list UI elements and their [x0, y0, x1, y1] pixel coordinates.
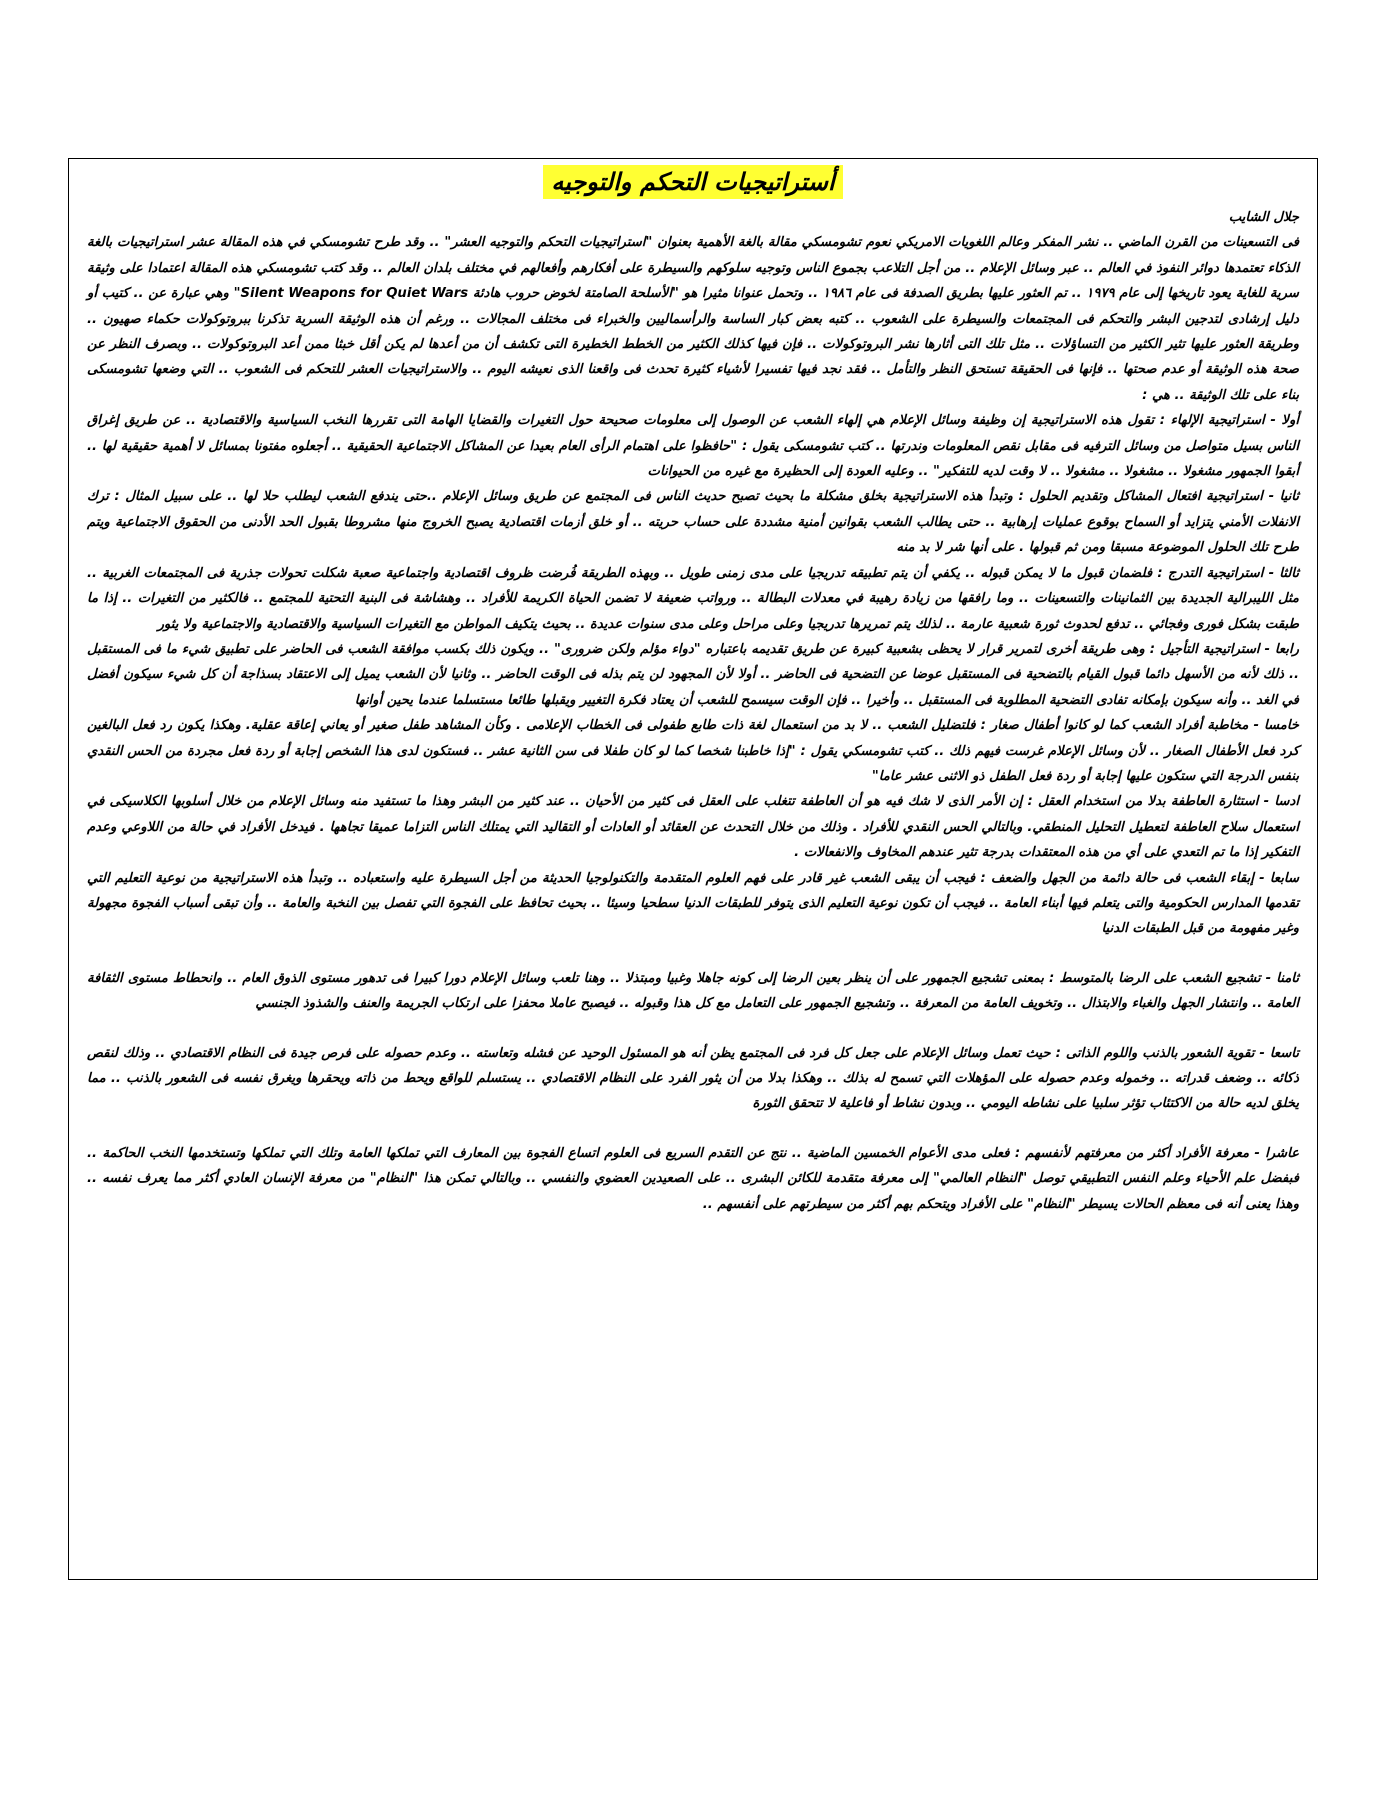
paragraph-strategy-7: سابعا - إبقاء الشعب فى حالة دائمة من الجهل والضعف : فيجب أن يبقى الشعب غير قادر على فهم العلوم المتقدمة والتكنولوجيا الحديثة من أجل السيطرة عليه واستعباده .. وتبدأ هذه الاستراتيجية من نوعية التعليم التي تقدمها المدارس الحكومية والتى يتعلم فيها أبناء العامة .. فيجب أن تكون نوعية التعليم الذى يتوفر للطبقات الدنيا سطحيا وسيئا .. بحيث تحافظ على الفجوة التي تفصل بين النخبة والعامة .. وأن تبقى أسباب الفجوة مجهولة وغير مفهومة من قبل الطبقات الدنيا: [87, 870, 1299, 937]
article-title: أستراتيجيات التحكم والتوجيه: [543, 165, 842, 199]
paragraph-strategy-10: عاشرا - معرفة الأفراد أكثر من معرفتهم لأنفسهم : فعلى مدى الأعوام الخمسين الماضية .. نتج عن التقدم السريع فى العلوم اتساع الفجوة بين المعارف التي تملكها العامة وتلك التي تملكها وتستخدمها النخب الحاكمة .. فبفضل علم الأحياء وعلم النفس التطبيقي توصل "النظام العالمي" إلى معرفة متقدمة للكائن البشرى .. على الصعيدين العضوي والنفسي .. وبالتالي تمكن هذا "النظام" من معرفة الإنسان العادي أكثر مما يعرف نفسه .. وهذا يعنى أنه فى معظم الحالات يسيطر "النظام" على الأفراد ويتحكم بهم أكثر من سيطرتهم على أنفسهم ..: [87, 1145, 1299, 1212]
paragraph-strategy-6: ادسا - استثارة العاطفة بدلا من استخدام العقل : إن الأمر الذى لا شك فيه هو أن العاطفة تتغلب على العقل فى كثير من الأحيان .. عند كثير من البشر وهذا ما تستفيد منه وسائل الإعلام من خلال أسلوبها الكلاسيكى في استعمال سلاح العاطفة لتعطيل التحليل المنطقي. وبالتالي الحس النقدي للأفراد . وذلك من خلال التحدث عن العقائد أو العادات أو التقاليد التي يمتلك الناس التزاما عميقا تجاهها . فيدخل الأفراد في حالة من اللاوعي وعدم التفكير إذا ما تم التعدي على أي من هذه المعتقدات بدرجة تثير عندهم المخاوف والانفعالات .: [87, 794, 1299, 861]
paragraph-intro: فى التسعينات من القرن الماضي .. نشر المفكر وعالم اللغويات الامريكي نعوم تشومسكي مقالة بالغة الأهمية بعنوان "استراتيجيات التحكم والتوجيه العشر" .. وقد طرح تشومسكي في هذه المقالة عشر استراتيجيات بالغة الذكاء تعتمدها دوائر النفوذ في العالم .. عبر وسائل الإعلام .. من أجل التلاعب بجموع الناس وتوجيه سلوكهم والسيطرة على أفكارهم وأفعالهم في مختلف بلدان العالم .. وقد كتب تشومسكي هذه المقالة اعتمادا على وثيقة سرية للغاية يعود تاريخها إلى عام ١٩٧٩ .. تم العثور عليها بطريق الصدفة فى عام ١٩٨٦ .. وتحمل عنوانا مثيرا هو "الأسلحة الصامتة لخوض حروب هادئة Silent Weapons for Quiet Wars" وهي عبارة عن .. كتيب أو دليل إرشادى لتدجين البشر والتحكم فى المجتمعات والسيطرة على الشعوب .. كتبه بعض كبار الساسة والرأسماليين والخبراء فى مختلف المجالات .. ورغم أن هذه الوثيقة السرية تذكرنا ببروتوكولات حكماء صهيون .. وطريقة العثور عليها تثير الكثير من التساؤلات .. مثل تلك التى أثارها نشر البروتوكولات .. فإن فيها كذلك الكثير من الخطط الخطيرة التى تكشف أن من أعدها لم يكن أقل خبثا ممن أعد البروتوكولات .. وبصرف النظر عن صحة هذه الوثيقة أو عدم صحتها .. فإنها فى الحقيقة تستحق النظر والتأمل .. فقد نجد فيها تفسيرا لأشياء كثيرة تحدث فى واقعنا الذى نعيشه اليوم .. والاستراتيجيات العشر للتحكم فى الشعوب .. التي وضعها تشومسكى بناء على تلك الوثيقة .. هي :: [87, 235, 1299, 403]
paragraph-strategy-9: تاسعا - تقوية الشعور بالذنب واللوم الذاتى : حيث تعمل وسائل الإعلام على جعل كل فرد فى المجتمع يظن أنه هو المسئول الوحيد عن فشله وتعاسته .. وعدم حصوله على فرص جيدة فى النظام الاقتصادي .. وذلك لنقص ذكائه .. وضعف قدراته .. وخموله وعدم حصوله على المؤهلات التي تسمح له بذلك .. وهكذا بدلا من أن يثور الفرد على النظام الاقتصادي .. يستسلم للواقع ويحط من ذاته ويحقرها ويغرق نفسه فى الشعور بالذنب .. مما يخلق لديه حالة من الاكتئاب تؤثر سلبيا على نشاطه اليومي .. وبدون نشاط أو فاعلية لا تتحقق الثورة: [87, 1045, 1299, 1112]
title-container: [69, 165, 1317, 199]
paragraph-strategy-2: ثانيا - استراتيجية افتعال المشاكل وتقديم الحلول : وتبدأ هذه الاستراتيجية بخلق مشكلة ما بحيث تصبح حديث الناس فى المجتمع عن طريق وسائل الإعلام ..حتى يندفع الشعب ليطلب حلا لها .. على سبيل المثال : ترك الانفلات الأمني يتزايد أو السماح بوقوع عمليات إرهابية .. حتى يطالب الشعب بقوانين أمنية مشددة على حساب حريته .. أو خلق أزمات اقتصادية يصبح الخروج منها مشروطا بقبول الحد الأدنى من الحقوق الاجتماعية ويتم طرح تلك الحلول الموضوعة مسبقا ومن ثم قبولها . على أنها شر لا بد منه: [87, 489, 1299, 556]
paragraph-strategy-1: أولا - استراتيجية الإلهاء : تقول هذه الاستراتيجية إن وظيفة وسائل الإعلام هي إلهاء الشعب عن الوصول إلى معلومات صحيحة حول التغيرات والقضايا الهامة التى تقررها النخب السياسية والاقتصادية .. عن طريق إغراق الناس بسيل متواصل من وسائل الترفيه فى مقابل نقص المعلومات وندرتها .. كتب تشومسكى يقول : "حافظوا على اهتمام الرأى العام بعيدا عن المشاكل الاجتماعية الحقيقية .. أجعلوه مفتونا بمسائل لا أهمية حقيقية لها .. أبقوا الجمهور مشغولا .. مشغولا .. مشغولا .. لا وقت لديه للتفكير" .. وعليه العودة إلى الحظيرة مع غيره من الحيوانات: [87, 413, 1299, 480]
paragraph-strategy-3: ثالثا - استراتيجية التدرج : فلضمان قبول ما لا يمكن قبوله .. يكفي أن يتم تطبيقه تدريجيا على مدى زمنى طويل .. وبهذه الطريقة فُرضت ظروف اقتصادية واجتماعية صعبة شكلت تحولات جذرية فى المجتمعات الغربية .. مثل الليبرالية الجديدة بين الثمانينات والتسعينات .. وما رافقها من زيادة رهيبة في معدلات البطالة .. ورواتب ضعيفة لا تضمن الحياة الكريمة للأفراد .. وهشاشة فى البنية التحتية للمجتمع .. فالكثير من التغيرات .. إذا ما طبقت بشكل فورى وفجائي .. تدفع لحدوث ثورة شعبية عارمة .. لذلك يتم تمريرها تدريجيا وعلى مراحل وعلى مدى سنوات عديدة .. بحيث يتكيف المواطن مع التغيرات السياسية والاقتصادية والاجتماعية ولا يثور: [87, 565, 1299, 632]
paragraph-strategy-8: ثامنا - تشجيع الشعب على الرضا بالمتوسط : بمعنى تشجيع الجمهور على أن ينظر بعين الرضا إلى كونه جاهلا وغبيا ومبتذلا .. وهنا تلعب وسائل الإعلام دورا كبيرا فى تدهور مستوى الذوق العام .. وانحطاط مستوى الثقافة العامة .. وانتشار الجهل والغباء والابتذال .. وتخويف العامة من المعرفة .. وتشجيع الجمهور على التعامل مع كل هذا وقبوله .. فيصبح عاملا محفزا على ارتكاب الجريمة والعنف والشذوذ الجنسي: [87, 970, 1299, 1012]
article-body: [87, 205, 1299, 1217]
article-frame: [68, 158, 1318, 1580]
author-name: جلال الشايب: [1228, 210, 1299, 225]
paragraph-strategy-4: رابعا - استراتيجية التأجيل : وهى طريقة أخرى لتمرير قرار لا يحظى بشعبية كبيرة عن طريق تقديمه باعتباره "دواء مؤلم ولكن ضرورى" .. ويكون ذلك بكسب موافقة الشعب فى الحاضر على تطبيق شيء ما فى المستقبل .. ذلك لأنه من الأسهل دائما قبول القيام بالتضحية فى المستقبل عوضا عن التضحية فى الحاضر .. أولا لأن المجهود لن يتم بذله فى الوقت الحاضر .. وثانيا لأن الشعب يميل إلى الاعتقاد بسذاجة أن كل شيء سيكون أفضل في الغد .. وأنه سيكون بإمكانه تفادى التضحية المطلوبة فى المستقبل .. وأخيرا .. فإن الوقت سيسمح للشعب أن يعتاد فكرة التغيير ويقبلها طائعا مستسلما عندما يحين أوانها: [87, 641, 1299, 708]
paragraph-strategy-5: خامسا - مخاطبة أفراد الشعب كما لو كانوا أطفال صغار : فلتضليل الشعب .. لا بد من استعمال لغة ذات طابع طفولى فى الخطاب الإعلامى . وكأن المشاهد طفل صغير أو يعاني إعاقة عقلية. وهكذا يكون رد فعل البالغين كرد فعل الأطفال الصغار .. لأن وسائل الإعلام غرست فيهم ذلك .. كتب تشومسكي يقول : "إذا خاطبنا شخصا كما لو كان طفلا فى سن الثانية عشر .. فستكون لدى هذا الشخص إجابة أو ردة فعل مجردة من الحس النقدي بنفس الدرجة التي ستكون عليها إجابة أو ردة فعل الطفل ذو الاثنى عشر عاما": [87, 718, 1299, 784]
